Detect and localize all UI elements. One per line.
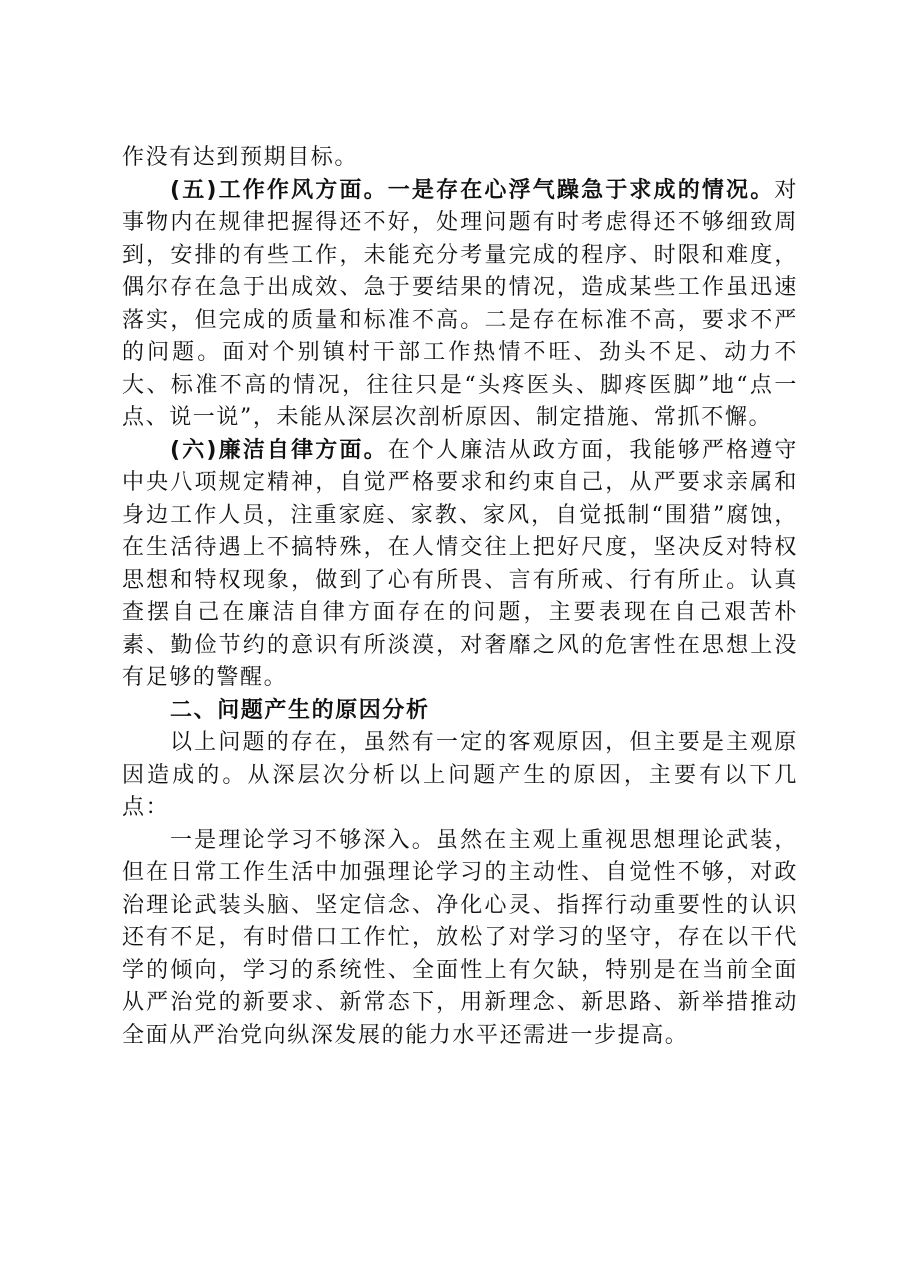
- paragraph-work-style: [122, 175, 798, 435]
- subheading-integrity: (六)廉洁自律方面。: [170, 437, 388, 463]
- section-heading-cause-analysis: 二、问题产生的原因分析: [170, 697, 430, 723]
- paragraph-cause-intro: [122, 727, 798, 825]
- paragraph-continuation: [122, 142, 798, 175]
- subheading-work-style: (五)工作作风方面。一是存在心浮气躁急于求成的情况。: [170, 177, 775, 203]
- paragraph-theory-study: [122, 825, 798, 1053]
- paragraph-integrity: [122, 435, 798, 695]
- paragraph-text: 对事物内在规律把握得还不好，处理问题有时考虑得还不够细致周到，安排的有些工作，未能充分考量完成的程序、时限和难度，偶尔存在急于出成效、急于要结果的情况，造成某些工作虽迅速落实，但完成的质量和标准不高。二是存在标准不高，要求不严的问题。面对个别镇村干部工作热情不旺、劲头不足、动力不大、标准不高的情况，往往只是“头疼医头、脚疼医脚”地“点一点、说一说”，未能从深层次剖析原因、制定措施、常抓不懈。: [122, 177, 798, 430]
- document-page: [122, 142, 798, 1052]
- paragraph-text: 在个人廉洁从政方面，我能够严格遵守中央八项规定精神，自觉严格要求和约束自己，从严要求亲属和身边工作人员，注重家庭、家教、家风，自觉抵制“围猎”腐蚀，在生活待遇上不搞特殊，在人情交往上把好尺度，坚决反对特权思想和特权现象，做到了心有所畏、言有所戒、行有所止。认真查摆自己在廉洁自律方面存在的问题，主要表现在自己艰苦朴素、勤俭节约的意识有所淡漠，对奢靡之风的危害性在思想上没有足够的警醒。: [122, 437, 798, 690]
- paragraph-text: 作没有达到预期目标。: [122, 145, 359, 170]
- paragraph-text: 一是理论学习不够深入。虽然在主观上重视思想理论武装，但在日常工作生活中加强理论学习的主动性、自觉性不够，对政治理论武装头脑、坚定信念、净化心灵、指挥行动重要性的认识还有不足，有时借口工作忙，放松了对学习的坚守，存在以干代学的倾向，学习的系统性、全面性上有欠缺，特别是在当前全面从严治党的新要求、新常态下，用新理念、新思路、新举措推动全面从严治党向纵深发展的能力水平还需进一步提高。: [122, 827, 798, 1048]
- paragraph-text: 以上问题的存在，虽然有一定的客观原因，但主要是主观原因造成的。从深层次分析以上问题产生的原因，主要有以下几点：: [122, 730, 798, 820]
